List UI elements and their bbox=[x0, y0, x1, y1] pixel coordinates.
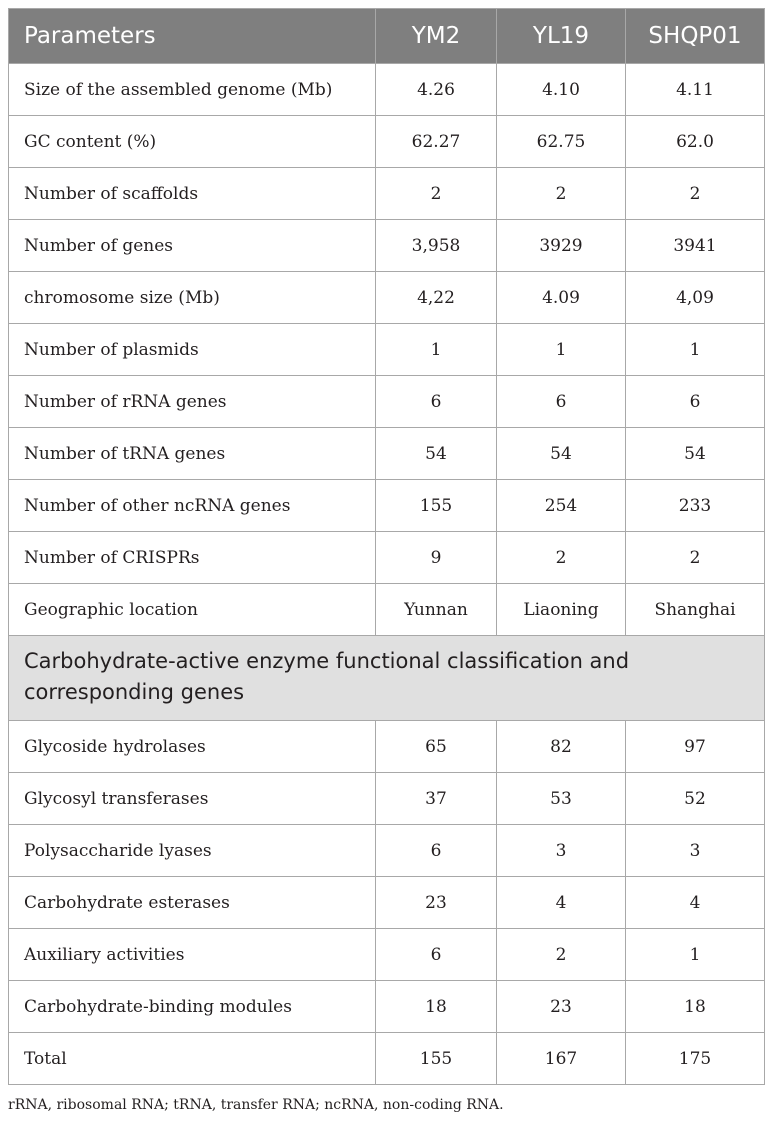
table-row bbox=[9, 981, 765, 1033]
cell-ym2: 4.26 bbox=[376, 64, 497, 116]
table-row bbox=[9, 480, 765, 532]
table-row bbox=[9, 825, 765, 877]
table-row bbox=[9, 168, 765, 220]
table-row bbox=[9, 376, 765, 428]
table-row bbox=[9, 721, 765, 773]
cell-shqp01: 2 bbox=[626, 168, 765, 220]
header-shqp01: SHQP01 bbox=[626, 9, 765, 64]
cell-shqp01: 52 bbox=[626, 773, 765, 825]
cell-shqp01: 3941 bbox=[626, 220, 765, 272]
row-label: Number of rRNA genes bbox=[9, 376, 376, 428]
cell-ym2: 54 bbox=[376, 428, 497, 480]
row-label: Geographic location bbox=[9, 584, 376, 636]
cell-ym2: 3,958 bbox=[376, 220, 497, 272]
row-label: Number of tRNA genes bbox=[9, 428, 376, 480]
cell-yl19: 62.75 bbox=[497, 116, 626, 168]
row-label: Glycosyl transferases bbox=[9, 773, 376, 825]
cell-shqp01: 2 bbox=[626, 532, 765, 584]
row-label: Size of the assembled genome (Mb) bbox=[9, 64, 376, 116]
cell-ym2: 6 bbox=[376, 929, 497, 981]
cell-ym2: 62.27 bbox=[376, 116, 497, 168]
table-row bbox=[9, 532, 765, 584]
header-yl19: YL19 bbox=[497, 9, 626, 64]
cell-yl19: 23 bbox=[497, 981, 626, 1033]
cell-ym2: 2 bbox=[376, 168, 497, 220]
cell-ym2: 18 bbox=[376, 981, 497, 1033]
row-label: Number of genes bbox=[9, 220, 376, 272]
table-row bbox=[9, 929, 765, 981]
cell-yl19: 2 bbox=[497, 532, 626, 584]
cell-ym2: 6 bbox=[376, 825, 497, 877]
cell-ym2: 155 bbox=[376, 480, 497, 532]
cell-ym2: 6 bbox=[376, 376, 497, 428]
cell-yl19: 2 bbox=[497, 168, 626, 220]
cell-shqp01: 4.11 bbox=[626, 64, 765, 116]
cell-yl19: 2 bbox=[497, 929, 626, 981]
cell-ym2: 9 bbox=[376, 532, 497, 584]
row-label: Polysaccharide lyases bbox=[9, 825, 376, 877]
cell-yl19: 167 bbox=[497, 1033, 626, 1085]
table-row bbox=[9, 1033, 765, 1085]
cell-ym2: 23 bbox=[376, 877, 497, 929]
row-label: Number of scaffolds bbox=[9, 168, 376, 220]
cell-shqp01: 3 bbox=[626, 825, 765, 877]
cell-shqp01: 6 bbox=[626, 376, 765, 428]
table-row bbox=[9, 324, 765, 376]
cell-ym2: 37 bbox=[376, 773, 497, 825]
cell-shqp01: 4 bbox=[626, 877, 765, 929]
cell-shqp01: 54 bbox=[626, 428, 765, 480]
table-header-row bbox=[9, 9, 765, 64]
cell-yl19: 3 bbox=[497, 825, 626, 877]
cell-yl19: 54 bbox=[497, 428, 626, 480]
cell-shqp01: Shanghai bbox=[626, 584, 765, 636]
cell-yl19: 254 bbox=[497, 480, 626, 532]
cell-yl19: 3929 bbox=[497, 220, 626, 272]
cell-yl19: 1 bbox=[497, 324, 626, 376]
table-row bbox=[9, 220, 765, 272]
section-header-row bbox=[9, 636, 765, 721]
cell-ym2: Yunnan bbox=[376, 584, 497, 636]
row-label: Auxiliary activities bbox=[9, 929, 376, 981]
row-label: Number of plasmids bbox=[9, 324, 376, 376]
cell-yl19: 53 bbox=[497, 773, 626, 825]
genome-comparison-table bbox=[8, 8, 765, 1085]
header-parameters: Parameters bbox=[9, 9, 376, 64]
cell-shqp01: 175 bbox=[626, 1033, 765, 1085]
cell-shqp01: 4,09 bbox=[626, 272, 765, 324]
header-ym2: YM2 bbox=[376, 9, 497, 64]
cell-yl19: 82 bbox=[497, 721, 626, 773]
row-label: Total bbox=[9, 1033, 376, 1085]
table-footnote: rRNA, ribosomal RNA; tRNA, transfer RNA; ncRNA, non-coding RNA. bbox=[8, 1097, 504, 1113]
cell-ym2: 155 bbox=[376, 1033, 497, 1085]
section-title: Carbohydrate-active enzyme functional classification and corresponding genes bbox=[9, 636, 765, 721]
row-label: Number of CRISPRs bbox=[9, 532, 376, 584]
cell-shqp01: 18 bbox=[626, 981, 765, 1033]
cell-ym2: 65 bbox=[376, 721, 497, 773]
cell-shqp01: 1 bbox=[626, 324, 765, 376]
table-row bbox=[9, 877, 765, 929]
row-label: Carbohydrate-binding modules bbox=[9, 981, 376, 1033]
cell-yl19: 4.09 bbox=[497, 272, 626, 324]
table-row bbox=[9, 272, 765, 324]
row-label: GC content (%) bbox=[9, 116, 376, 168]
table-row bbox=[9, 584, 765, 636]
table-row bbox=[9, 773, 765, 825]
genome-table-container bbox=[8, 8, 764, 1085]
cell-yl19: Liaoning bbox=[497, 584, 626, 636]
cell-shqp01: 1 bbox=[626, 929, 765, 981]
cell-yl19: 4.10 bbox=[497, 64, 626, 116]
cell-yl19: 6 bbox=[497, 376, 626, 428]
cell-ym2: 1 bbox=[376, 324, 497, 376]
cell-ym2: 4,22 bbox=[376, 272, 497, 324]
cell-shqp01: 97 bbox=[626, 721, 765, 773]
row-label: chromosome size (Mb) bbox=[9, 272, 376, 324]
table-row bbox=[9, 116, 765, 168]
cell-shqp01: 233 bbox=[626, 480, 765, 532]
row-label: Glycoside hydrolases bbox=[9, 721, 376, 773]
cell-shqp01: 62.0 bbox=[626, 116, 765, 168]
cell-yl19: 4 bbox=[497, 877, 626, 929]
row-label: Carbohydrate esterases bbox=[9, 877, 376, 929]
row-label: Number of other ncRNA genes bbox=[9, 480, 376, 532]
table-row bbox=[9, 64, 765, 116]
table-row bbox=[9, 428, 765, 480]
